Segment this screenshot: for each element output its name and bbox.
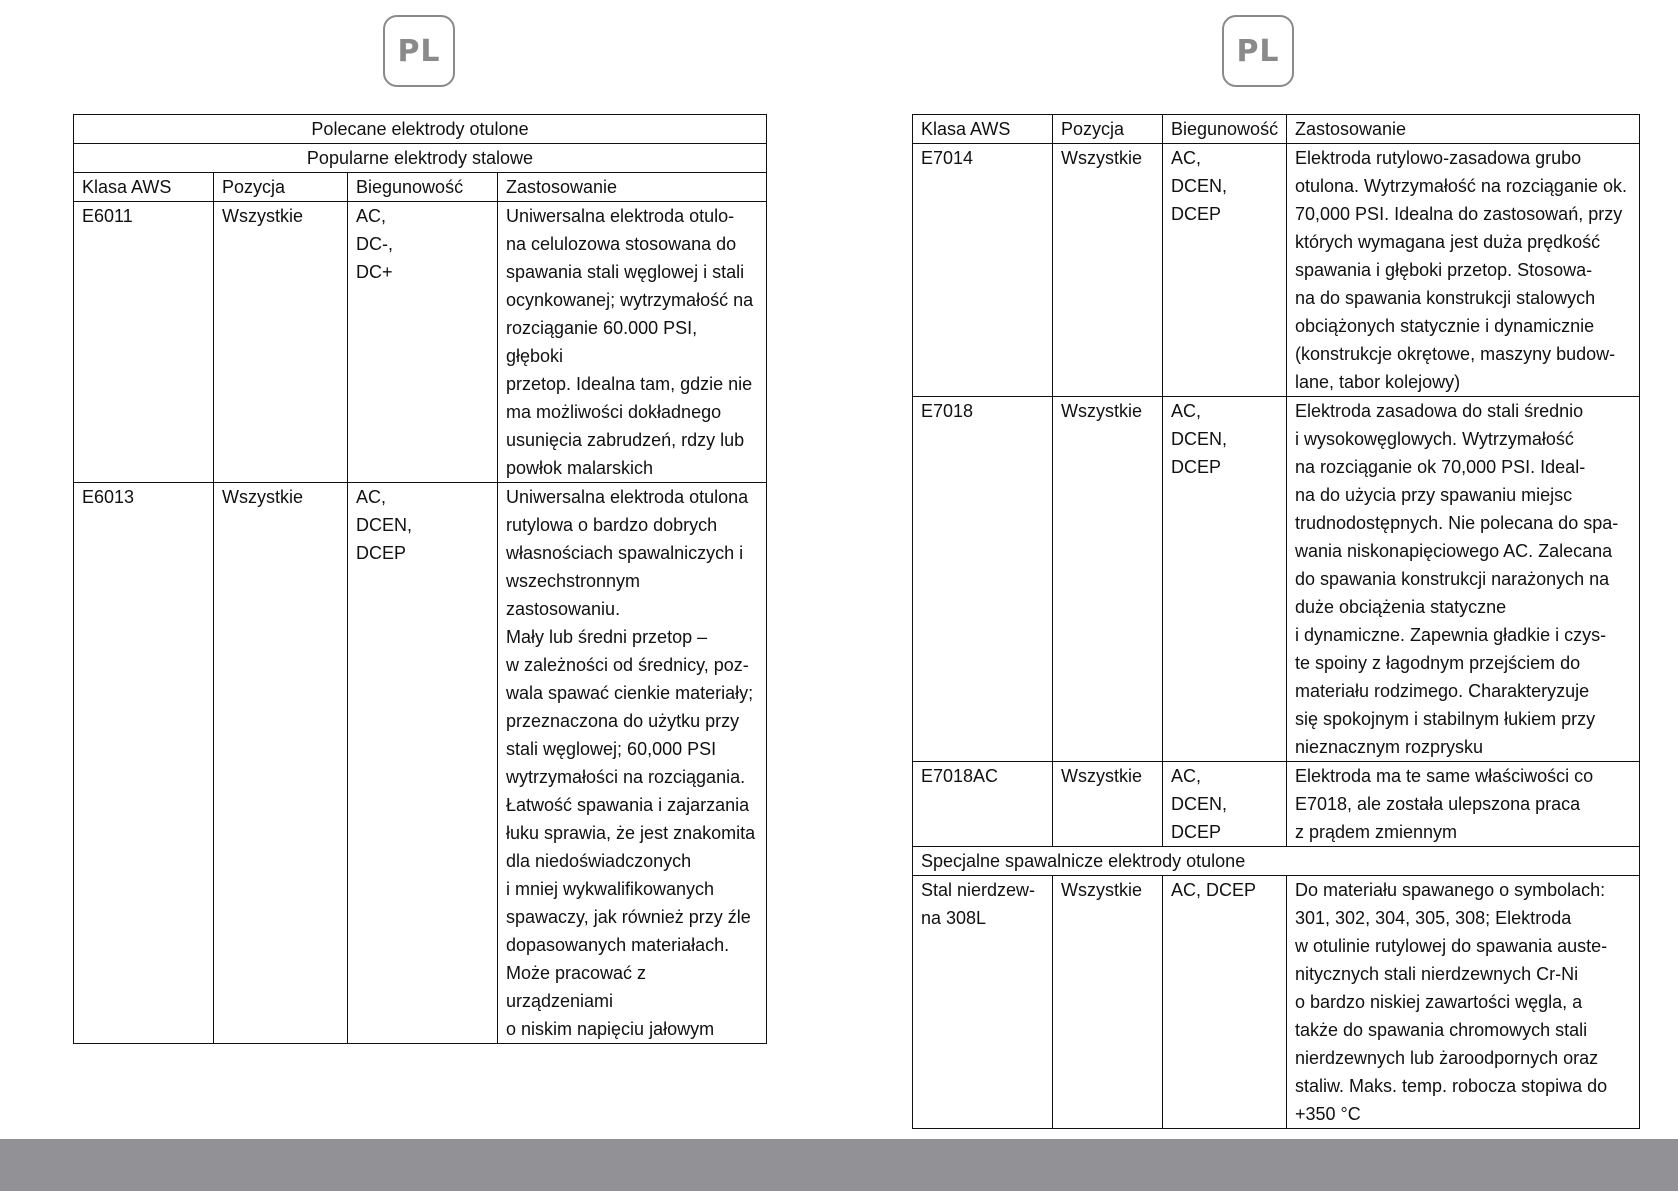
header-row: [913, 115, 1640, 144]
header-position: Pozycja: [1053, 115, 1163, 144]
position-cell: Wszystkie: [1053, 876, 1163, 1129]
header-aws-class: Klasa AWS: [74, 173, 214, 202]
aws-class-cell: E6013: [74, 483, 214, 1044]
usage-cell: Elektroda ma te same właściwości co E7018, ale została ulepszona praca z prądem zmiennym: [1287, 762, 1640, 847]
table-row: [74, 483, 767, 1044]
position-cell: Wszystkie: [1053, 144, 1163, 397]
electrodes-table-right: [912, 114, 1640, 1129]
polarity-cell: AC, DCEN, DCEP: [1163, 144, 1287, 397]
table-title: Polecane elektrody otulone: [74, 115, 767, 144]
usage-cell: Elektroda rutylowo-zasadowa grubo otulona. Wytrzymałość na rozciąganie ok. 70,000 PSI. Idealna do zastosowań, przy których wymagana jest duża prędkość spawania i głęboki przetop. Stosowa- na do spawania konstrukcji stalowych obciążonych statycznie i dynamicznie (konstrukcje okrętowe, maszyny budow- lane, tabor kolejowy): [1287, 144, 1640, 397]
polarity-cell: AC, DC-, DC+: [348, 202, 498, 483]
position-cell: Wszystkie: [214, 202, 348, 483]
polarity-cell: AC, DCEN, DCEP: [1163, 762, 1287, 847]
polarity-cell: AC, DCEP: [1163, 876, 1287, 1129]
position-cell: Wszystkie: [1053, 762, 1163, 847]
header-usage: Zastosowanie: [498, 173, 767, 202]
header-position: Pozycja: [214, 173, 348, 202]
electrodes-table-left: [73, 114, 767, 1044]
header-polarity: Biegunowość: [348, 173, 498, 202]
usage-cell: Do materiału spawanego o symbolach: 301, 302, 304, 305, 308; Elektroda w otulinie rutylowej do spawania auste- nitycznych stali nierdzewnych Cr-Ni o bardzo niskiej zawartości węgla, a także do spawania chromowych stali nierdzewnych lub żaroodpornych oraz staliw. Maks. temp. robocza stopiwa do +350 °C: [1287, 876, 1640, 1129]
bottom-bar: [0, 1139, 1678, 1191]
header-row: [74, 173, 767, 202]
header-polarity: Biegunowość: [1163, 115, 1287, 144]
aws-class-cell: E7018: [913, 397, 1053, 762]
aws-class-cell: E7018AC: [913, 762, 1053, 847]
polarity-cell: AC, DCEN, DCEP: [1163, 397, 1287, 762]
table-row: [913, 144, 1640, 397]
aws-class-cell: E7014: [913, 144, 1053, 397]
aws-class-cell: E6011: [74, 202, 214, 483]
table-subtitle-row: [74, 144, 767, 173]
polarity-cell: AC, DCEN, DCEP: [348, 483, 498, 1044]
usage-cell: Elektroda zasadowa do stali średnio i wysokowęglowych. Wytrzymałość na rozciąganie ok 70,000 PSI. Ideal- na do użycia przy spawaniu miejsc trudnodostępnych. Nie polecana do spa- wania niskonapięciowego AC. Zalecana do spawania konstrukcji narażonych na duże obciążenia statyczne i dynamiczne. Zapewnia gładkie i czys- te spoiny z łagodnym przejściem do materiału rodzimego. Charakteryzuje się spokojnym i stabilnym łukiem przy nieznacznym rozprysku: [1287, 397, 1640, 762]
usage-cell: Uniwersalna elektroda otulona rutylowa o bardzo dobrych własnościach spawalniczych i wszechstronnym zastosowaniu. Mały lub średni przetop – w zależności od średnicy, poz- wala spawać cienkie materiały; przeznaczona do użytku przy stali węglowej; 60,000 PSI wytrzymałości na rozciągania. Łatwość spawania i zajarzania łuku sprawia, że jest znakomita dla niedoświadczonych i mniej wykwalifikowanych spawaczy, jak również przy źle dopasowanych materiałach. Może pracować z urządzeniami o niskim napięciu jałowym: [498, 483, 767, 1044]
special-section-title: Specjalne spawalnicze elektrody otulone: [913, 847, 1640, 876]
position-cell: Wszystkie: [1053, 397, 1163, 762]
language-badge-right: PL: [1222, 15, 1294, 87]
aws-class-cell: Stal nierdzew- na 308L: [913, 876, 1053, 1129]
table-row: [913, 397, 1640, 762]
position-cell: Wszystkie: [214, 483, 348, 1044]
table-title-row: [74, 115, 767, 144]
language-badge-left: PL: [383, 15, 455, 87]
table-row: [913, 762, 1640, 847]
table-row: [913, 876, 1640, 1129]
header-aws-class: Klasa AWS: [913, 115, 1053, 144]
usage-cell: Uniwersalna elektroda otulo- na celulozowa stosowana do spawania stali węglowej i stali ocynkowanej; wytrzymałość na rozciąganie 60.000 PSI, głęboki przetop. Idealna tam, gdzie nie ma możliwości dokładnego usunięcia zabrudzeń, rdzy lub powłok malarskich: [498, 202, 767, 483]
table-subtitle: Popularne elektrody stalowe: [74, 144, 767, 173]
header-usage: Zastosowanie: [1287, 115, 1640, 144]
table-row: [74, 202, 767, 483]
section-row: [913, 847, 1640, 876]
